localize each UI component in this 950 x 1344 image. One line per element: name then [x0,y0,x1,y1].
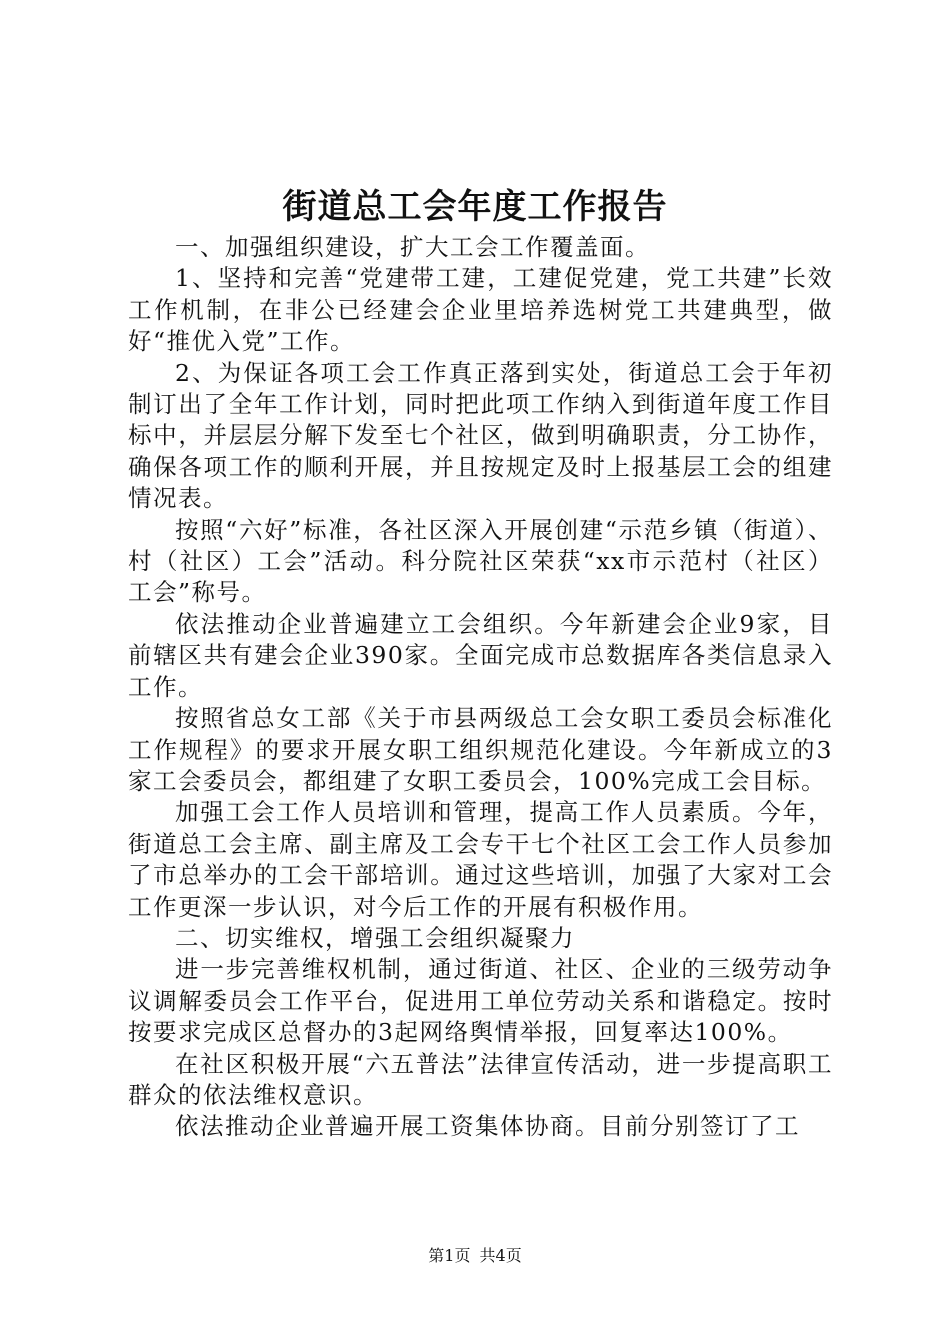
paragraph: 在社区积极开展“六五普法”法律宣传活动，进一步提高职工群众的依法维权意识。 [128,1049,833,1109]
paragraph: 1、坚持和完善“党建带工建，工建促党建，党工共建”长效工作机制，在非公已经建会企业里培养选树党工共建典型，做好“推优入党”工作。 [128,264,833,356]
page-number: 第1页 [428,1246,471,1265]
page-total: 共4页 [479,1246,522,1265]
paragraph: 加强工会工作人员培训和管理，提高工作人员素质。今年，街道总工会主席、副主席及工会专干七个社区工会工作人员参加了市总举办的工会干部培训。通过这些培训，加强了大家对工会工作更深一步认识，对今后工作的开展有积极作用。 [128,798,833,921]
paragraph: 2、为保证各项工会工作真正落到实处，街道总工会于年初制订出了全年工作计划，同时把此项工作纳入到街道年度工作目标中，并层层分解下发至七个社区，做到明确职责，分工协作，确保各项工作的顺利开展，并且按规定及时上报基层工会的组建情况表。 [128,358,833,513]
document-title: 街道总工会年度工作报告 [282,187,668,227]
page-footer [0,1244,950,1268]
paragraph: 进一步完善维权机制，通过街道、社区、企业的三级劳动争议调解委员会工作平台，促进用工单位劳动关系和谐稳定。按时按要求完成区总督办的3起网络舆情举报，回复率达100%。 [128,955,833,1047]
paragraph: 一、加强组织建设，扩大工会工作覆盖面。 [175,233,650,261]
document-body [128,232,833,1143]
paragraph: 依法推动企业普遍开展工资集体协商。目前分别签订了工 [175,1112,800,1141]
paragraph: 按照省总女工部《关于市县两级总工会女职工委员会标准化工作规程》的要求开展女职工组织规范化建设。今年新成立的3家工会委员会，都组建了女职工委员会，100%完成工会目标。 [128,704,833,795]
section-heading: 二、切实维权，增强工会组织凝聚力 [175,923,575,952]
paragraph: 按照“六好”标准，各社区深入开展创建“示范乡镇（街道）、村（社区）工会”活动。科分院社区荣获“xx市示范村（社区）工会”称号。 [128,515,833,607]
paragraph: 依法推动企业普遍建立工会组织。今年新建会企业9家，目前辖区共有建会企业390家。全面完成市总数据库各类信息录入工作。 [128,609,833,701]
